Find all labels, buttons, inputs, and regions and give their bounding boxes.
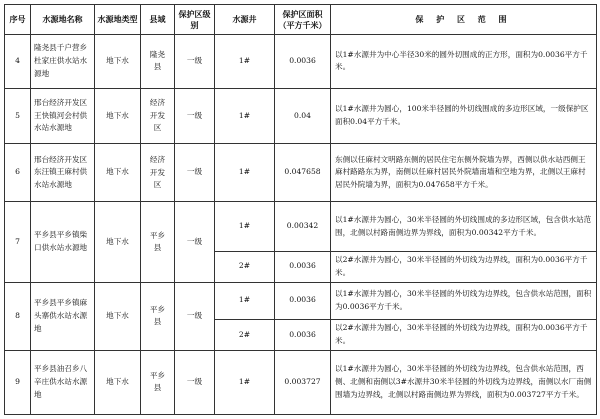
cell-well: 1# [215,88,275,144]
cell-source-type: 地下水 [95,202,141,283]
cell-range: 以1#水源井为圆心，30米半径圆的外切线为边界线，包含供水站范围，西侧、北侧和南侧以3#水源井30米半径圆的外切线为边界线，南侧以水厂南侧围墙为边界线，北侧以村路南侧边界为界线，面积为0.003727平方千米。 [331,350,597,414]
header-seq: 序号 [5,5,31,35]
cell-county: 平乡县 [141,202,175,283]
cell-seq: 7 [5,202,31,283]
table-row [5,144,597,202]
cell-range: 东侧以任麻村文明路东侧的居民住宅东侧外院墙为界，西侧以供水站西侧王麻村路路东为界，南侧以任麻村居民外院墙南墙和空地为界，北侧以王麻村居民外院墙为界，面积为0.047658平方千米。 [331,144,597,202]
cell-source-name: 平乡县平乡镇麻头寨供水站水源地 [31,282,95,350]
cell-range: 以2#水源井为圆心，30米半径圆的外切线为边界线，面积为0.0036平方千米。 [331,251,597,282]
cell-seq: 4 [5,35,31,89]
header-well: 水源井 [215,5,275,35]
table-row [5,350,597,414]
cell-level: 一级 [175,282,215,350]
header-protect-level: 保护区级别 [175,5,215,35]
water-source-protection-table [4,4,597,415]
header-source-name: 水源地名称 [31,5,95,35]
cell-well: 1# [215,202,275,252]
cell-area: 0.0036 [275,251,331,282]
cell-well: 1# [215,35,275,89]
cell-source-type: 地下水 [95,88,141,144]
cell-well: 2# [215,251,275,282]
cell-well: 1# [215,350,275,414]
cell-well: 2# [215,319,275,350]
table-row [5,202,597,252]
cell-well: 1# [215,144,275,202]
header-area: 保护区面积（平方千米） [275,5,331,35]
cell-range: 以1#水源井为圆心，30米半径圆的外切线围成的多边形区域，包含供水站范围，北侧以村路南侧边界为界线，面积为0.00342平方千米。 [331,202,597,252]
cell-source-name: 邢台经济开发区东汪镇王麻村供水站水源地 [31,144,95,202]
header-range: 保 护 区 范 围 [331,5,597,35]
cell-county: 经济开发区 [141,88,175,144]
cell-seq: 9 [5,350,31,414]
cell-range: 以1#水源井为圆心，30米半径圆的外切线为边界线，包含供水站范围，面积为0.0036平方千米。 [331,282,597,319]
cell-county: 经济开发区 [141,144,175,202]
cell-range: 以1#水源井为圆心，100米半径圆的外切线围成的多边形区域，一级保护区面积0.04平方千米。 [331,88,597,144]
cell-area: 0.003727 [275,350,331,414]
table-row [5,88,597,144]
cell-source-type: 地下水 [95,282,141,350]
cell-well: 1# [215,282,275,319]
cell-area: 0.0036 [275,319,331,350]
cell-source-name: 隆尧县千户营乡杜家庄供水站水源地 [31,35,95,89]
cell-source-type: 地下水 [95,144,141,202]
cell-area: 0.0036 [275,35,331,89]
cell-level: 一级 [175,144,215,202]
cell-range: 以2#水源井为圆心，30米半径圆的外切线为边界线，面积为0.0036平方千米。 [331,319,597,350]
header-county: 县域 [141,5,175,35]
cell-source-name: 邢台经济开发区王快镇河会村供水站水源地 [31,88,95,144]
cell-source-type: 地下水 [95,35,141,89]
cell-seq: 6 [5,144,31,202]
cell-area: 0.04 [275,88,331,144]
cell-source-name: 平乡县油召乡八辛庄供水站水源地 [31,350,95,414]
cell-area: 0.0036 [275,282,331,319]
cell-county: 平乡县 [141,282,175,350]
cell-range: 以1#水源井为中心半径30米的圆外切围成的正方形，面积为0.0036平方千米。 [331,35,597,89]
table-row [5,35,597,89]
cell-level: 一级 [175,88,215,144]
cell-source-name: 平乡县平乡镇柴口供水站水源地 [31,202,95,283]
cell-level: 一级 [175,202,215,283]
table-header-row [5,5,597,35]
cell-source-type: 地下水 [95,350,141,414]
header-source-type: 水源地类型 [95,5,141,35]
cell-seq: 8 [5,282,31,350]
cell-county: 平乡县 [141,350,175,414]
cell-level: 一级 [175,350,215,414]
table-row [5,282,597,319]
cell-level: 一级 [175,35,215,89]
cell-seq: 5 [5,88,31,144]
cell-area: 0.00342 [275,202,331,252]
cell-county: 隆尧县 [141,35,175,89]
cell-area: 0.047658 [275,144,331,202]
